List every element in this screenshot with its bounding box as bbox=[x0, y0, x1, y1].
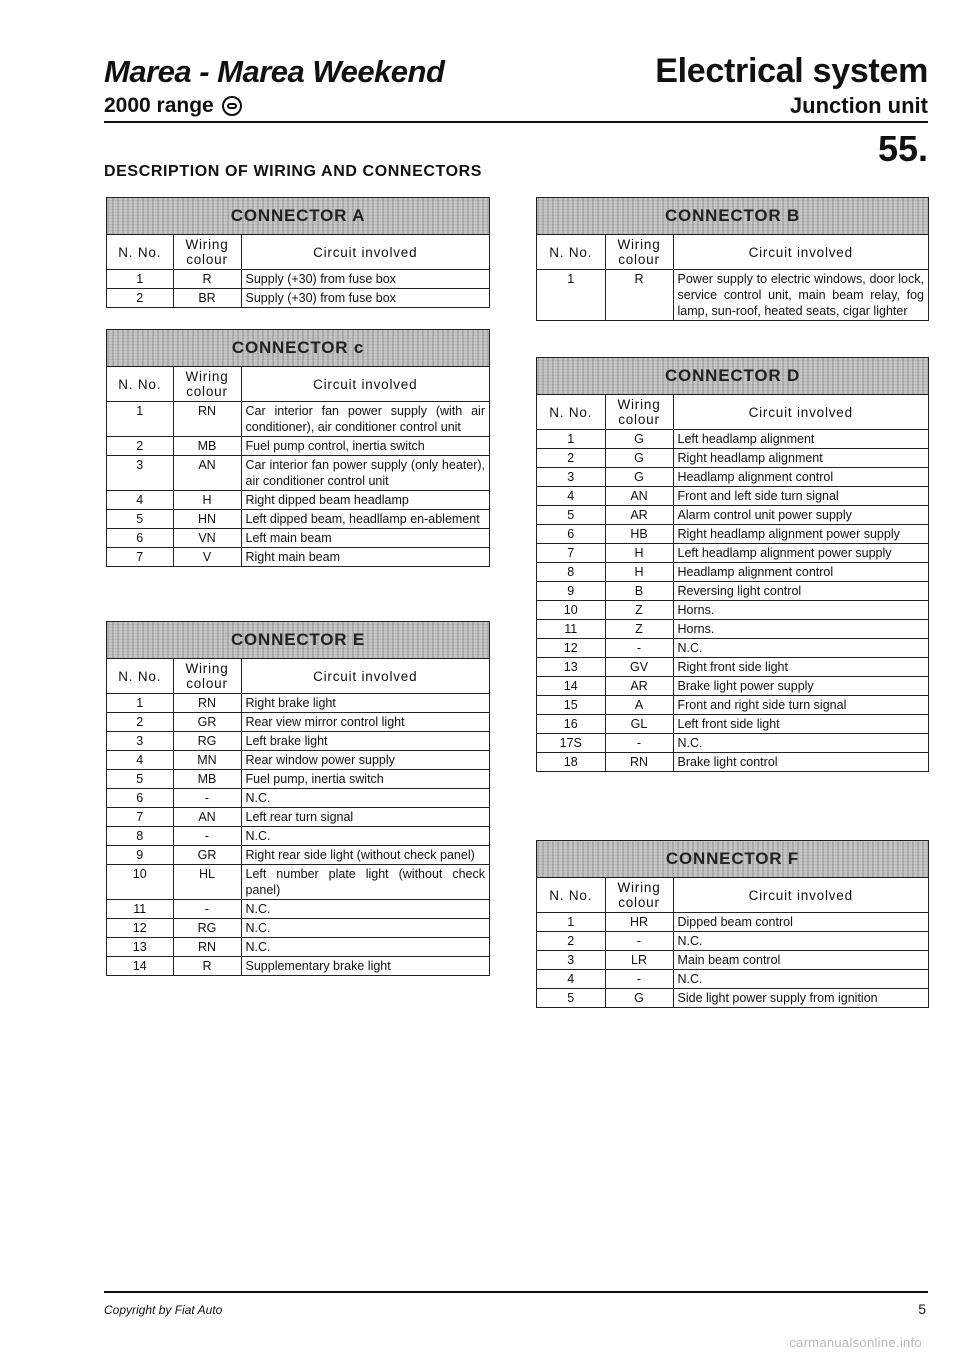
circuit-description: Front and left side turn signal bbox=[673, 487, 928, 506]
circuit-description: Left dipped beam, headllamp en-ablement bbox=[241, 510, 489, 529]
connector-title: CONNECTOR E bbox=[107, 622, 489, 659]
wire-colour: MB bbox=[173, 437, 241, 456]
col-header-colour: Wiring colour bbox=[173, 659, 241, 694]
car-badge-icon bbox=[222, 96, 242, 116]
circuit-description: Right main beam bbox=[245, 550, 340, 564]
circuit-description: Horns. bbox=[673, 601, 928, 620]
circuit-description: N.C. bbox=[673, 970, 928, 989]
wire-colour: GR bbox=[173, 846, 241, 865]
circuit-description: Alarm control unit power supply bbox=[673, 506, 928, 525]
table-row bbox=[537, 753, 928, 772]
connector-a-table bbox=[106, 197, 490, 308]
circuit-description: Left main beam bbox=[241, 529, 489, 548]
pin-number: 10 bbox=[537, 601, 605, 620]
wire-colour: GL bbox=[605, 715, 673, 734]
table-row bbox=[537, 970, 928, 989]
wire-colour: H bbox=[605, 563, 673, 582]
pin-number: 10 bbox=[107, 865, 173, 900]
pin-number: 12 bbox=[537, 639, 605, 658]
pin-number: 12 bbox=[107, 919, 173, 938]
wire-colour: MB bbox=[173, 770, 241, 789]
wire-colour: - bbox=[605, 932, 673, 951]
wire-colour: B bbox=[605, 582, 673, 601]
table-row bbox=[537, 506, 928, 525]
circuit-description: Fuel pump control, inertia switch bbox=[241, 437, 489, 456]
pin-number: 4 bbox=[107, 751, 173, 770]
wiring-section-title: DESCRIPTION OF WIRING AND CONNECTORS bbox=[104, 163, 483, 180]
wire-colour: AR bbox=[605, 677, 673, 696]
section-heading: Electrical system bbox=[655, 52, 928, 90]
wire-colour: R bbox=[173, 957, 241, 976]
circuit-description: Right headlamp alignment bbox=[673, 449, 928, 468]
circuit-description: N.C. bbox=[241, 900, 489, 919]
col-header-circuit: Circuit involved bbox=[673, 878, 928, 913]
connector-e-table bbox=[106, 621, 490, 976]
table-row bbox=[537, 696, 928, 715]
col-header-no: N. No. bbox=[537, 395, 605, 430]
connector-title: CONNECTOR A bbox=[107, 198, 489, 235]
table-row bbox=[107, 827, 489, 846]
wire-colour: V bbox=[173, 548, 241, 567]
circuit-description: Right dipped beam headlamp bbox=[241, 491, 489, 510]
wire-colour: - bbox=[173, 827, 241, 846]
pin-number: 3 bbox=[537, 468, 605, 487]
wire-colour: - bbox=[173, 789, 241, 808]
pin-number: 1 bbox=[537, 913, 605, 932]
model-range bbox=[104, 94, 242, 118]
table-row bbox=[107, 694, 489, 713]
pin-number: 7 bbox=[107, 548, 173, 567]
table-row bbox=[107, 789, 489, 808]
pin-number: 7 bbox=[537, 544, 605, 563]
circuit-description: Fuel pump, inertia switch bbox=[241, 770, 489, 789]
circuit-description: N.C. bbox=[241, 938, 489, 957]
col-header-colour: Wiring colour bbox=[605, 878, 673, 913]
table-row bbox=[537, 620, 928, 639]
connector-title: CONNECTOR B bbox=[537, 198, 928, 235]
wire-colour: RN bbox=[173, 938, 241, 957]
header-divider bbox=[104, 121, 928, 123]
pin-number: 3 bbox=[107, 732, 173, 751]
circuit-description: Rear window power supply bbox=[241, 751, 489, 770]
pin-number: 5 bbox=[537, 506, 605, 525]
pin-number: 2 bbox=[537, 449, 605, 468]
pin-number: 1 bbox=[107, 694, 173, 713]
wire-colour: VN bbox=[173, 529, 241, 548]
col-header-colour: Wiring colour bbox=[605, 235, 673, 270]
table-row bbox=[537, 525, 928, 544]
col-header-no: N. No. bbox=[537, 878, 605, 913]
pin-number: 8 bbox=[537, 563, 605, 582]
model-range-label: 2000 range bbox=[104, 94, 214, 117]
circuit-description: Supply (+30) from fuse box bbox=[245, 291, 396, 305]
circuit-description: Power supply to electric windows, door lock, service control unit, main beam relay, fog lamp, sun-roof, heated seats, cigar lighter bbox=[677, 272, 924, 318]
wire-colour: Z bbox=[605, 601, 673, 620]
wire-colour: HB bbox=[605, 525, 673, 544]
circuit-description: Supplementary brake light bbox=[245, 959, 391, 973]
circuit-description: Rear view mirror control light bbox=[241, 713, 489, 732]
table-row bbox=[537, 601, 928, 620]
col-header-circuit: Circuit involved bbox=[673, 235, 928, 270]
table-row bbox=[537, 677, 928, 696]
pin-number: 6 bbox=[107, 529, 173, 548]
circuit-description: N.C. bbox=[673, 932, 928, 951]
footer-divider bbox=[104, 1291, 928, 1293]
connector-c-table bbox=[106, 329, 490, 567]
pin-number: 3 bbox=[107, 456, 173, 491]
circuit-description: Left number plate light (without check panel) bbox=[241, 865, 489, 900]
circuit-description: Brake light control bbox=[677, 755, 778, 769]
wire-colour: HL bbox=[173, 865, 241, 900]
pin-number: 1 bbox=[537, 270, 605, 321]
wire-colour: - bbox=[605, 970, 673, 989]
wire-colour: AN bbox=[173, 456, 241, 491]
connector-b-table bbox=[536, 197, 929, 321]
circuit-description: Side light power supply from ignition bbox=[677, 991, 878, 1005]
table-row bbox=[107, 900, 489, 919]
table-row bbox=[107, 270, 489, 289]
watermark: carmanualsonline.info bbox=[789, 1335, 922, 1350]
connector-f-table bbox=[536, 840, 929, 1008]
pin-number: 13 bbox=[537, 658, 605, 677]
col-header-no: N. No. bbox=[107, 235, 173, 270]
wire-colour: RN bbox=[173, 694, 241, 713]
pin-number: 8 bbox=[107, 827, 173, 846]
circuit-description: Car interior fan power supply (only heater), air conditioner control unit bbox=[241, 456, 489, 491]
pin-number: 18 bbox=[537, 753, 605, 772]
pin-number: 15 bbox=[537, 696, 605, 715]
table-row bbox=[537, 487, 928, 506]
circuit-description: Main beam control bbox=[673, 951, 928, 970]
circuit-description: Left headlamp alignment bbox=[673, 430, 928, 449]
pin-number: 9 bbox=[537, 582, 605, 601]
wire-colour: Z bbox=[605, 620, 673, 639]
pin-number: 14 bbox=[107, 957, 173, 976]
table-row bbox=[537, 715, 928, 734]
circuit-description: N.C. bbox=[241, 789, 489, 808]
wire-colour: - bbox=[605, 639, 673, 658]
table-row bbox=[107, 865, 489, 900]
pin-number: 14 bbox=[537, 677, 605, 696]
table-row bbox=[107, 456, 489, 491]
circuit-description: Left front side light bbox=[673, 715, 928, 734]
circuit-description: Headlamp alignment control bbox=[673, 563, 928, 582]
circuit-description: Supply (+30) from fuse box bbox=[241, 270, 489, 289]
table-row bbox=[537, 913, 928, 932]
table-row bbox=[537, 468, 928, 487]
wire-colour: AN bbox=[173, 808, 241, 827]
circuit-description: N.C. bbox=[241, 827, 489, 846]
pin-number: 9 bbox=[107, 846, 173, 865]
circuit-description: Front and right side turn signal bbox=[673, 696, 928, 715]
circuit-description: Horns. bbox=[673, 620, 928, 639]
col-header-no: N. No. bbox=[107, 367, 173, 402]
wire-colour: - bbox=[605, 734, 673, 753]
table-row bbox=[107, 808, 489, 827]
wire-colour: LR bbox=[605, 951, 673, 970]
connector-d-table bbox=[536, 357, 929, 772]
pin-number: 3 bbox=[537, 951, 605, 970]
subsection-heading: Junction unit bbox=[789, 93, 928, 118]
pin-number: 2 bbox=[537, 932, 605, 951]
connector-title: CONNECTOR c bbox=[107, 330, 489, 367]
table-row bbox=[107, 548, 489, 567]
col-header-circuit: Circuit involved bbox=[241, 367, 489, 402]
wire-colour: R bbox=[173, 270, 241, 289]
wire-colour: RN bbox=[605, 753, 673, 772]
pin-number: 2 bbox=[107, 289, 173, 308]
pin-number: 5 bbox=[107, 770, 173, 789]
circuit-description: Left headlamp alignment power supply bbox=[673, 544, 928, 563]
wire-colour: AR bbox=[605, 506, 673, 525]
col-header-circuit: Circuit involved bbox=[241, 659, 489, 694]
pin-number: 5 bbox=[537, 989, 605, 1008]
circuit-description: Left brake light bbox=[241, 732, 489, 751]
table-row bbox=[107, 510, 489, 529]
col-header-colour: Wiring colour bbox=[173, 235, 241, 270]
col-header-circuit: Circuit involved bbox=[673, 395, 928, 430]
pin-number: 11 bbox=[537, 620, 605, 639]
table-row bbox=[107, 402, 489, 437]
wire-colour: AN bbox=[605, 487, 673, 506]
pin-number: 4 bbox=[107, 491, 173, 510]
table-row bbox=[107, 938, 489, 957]
pin-number: 17S bbox=[537, 734, 605, 753]
wire-colour: G bbox=[605, 449, 673, 468]
circuit-description: Right rear side light (without check panel) bbox=[241, 846, 489, 865]
copyright-notice: Copyright by Fiat Auto bbox=[104, 1303, 223, 1317]
wire-colour: G bbox=[605, 468, 673, 487]
table-row bbox=[537, 563, 928, 582]
table-row bbox=[107, 957, 489, 976]
table-row bbox=[537, 658, 928, 677]
pin-number: 1 bbox=[537, 430, 605, 449]
circuit-description: N.C. bbox=[673, 734, 928, 753]
wire-colour: RN bbox=[173, 402, 241, 437]
page-number: 5 bbox=[918, 1301, 926, 1317]
table-row bbox=[537, 951, 928, 970]
col-header-colour: Wiring colour bbox=[605, 395, 673, 430]
table-row bbox=[537, 449, 928, 468]
table-row bbox=[107, 751, 489, 770]
pin-number: 7 bbox=[107, 808, 173, 827]
table-row bbox=[537, 932, 928, 951]
chapter-number: 55. bbox=[877, 128, 928, 169]
wire-colour: GV bbox=[605, 658, 673, 677]
table-row bbox=[107, 770, 489, 789]
pin-number: 6 bbox=[537, 525, 605, 544]
pin-number: 13 bbox=[107, 938, 173, 957]
pin-number: 1 bbox=[107, 402, 173, 437]
pin-number: 4 bbox=[537, 970, 605, 989]
wire-colour: RG bbox=[173, 919, 241, 938]
circuit-description: N.C. bbox=[673, 639, 928, 658]
table-row bbox=[537, 639, 928, 658]
pin-number: 5 bbox=[107, 510, 173, 529]
wire-colour: MN bbox=[173, 751, 241, 770]
pin-number: 2 bbox=[107, 437, 173, 456]
table-row bbox=[107, 846, 489, 865]
wire-colour: BR bbox=[173, 289, 241, 308]
table-row bbox=[107, 529, 489, 548]
table-row bbox=[107, 491, 489, 510]
table-row bbox=[537, 270, 928, 321]
table-row bbox=[537, 544, 928, 563]
wire-colour: G bbox=[605, 430, 673, 449]
wire-colour: GR bbox=[173, 713, 241, 732]
col-header-circuit: Circuit involved bbox=[241, 235, 489, 270]
wire-colour: HR bbox=[605, 913, 673, 932]
connector-title: CONNECTOR F bbox=[537, 841, 928, 878]
pin-number: 6 bbox=[107, 789, 173, 808]
pin-number: 4 bbox=[537, 487, 605, 506]
col-header-no: N. No. bbox=[107, 659, 173, 694]
circuit-description: Reversing light control bbox=[673, 582, 928, 601]
wire-colour: RG bbox=[173, 732, 241, 751]
connector-title: CONNECTOR D bbox=[537, 358, 928, 395]
pin-number: 1 bbox=[107, 270, 173, 289]
table-row bbox=[537, 582, 928, 601]
circuit-description: Dipped beam control bbox=[673, 913, 928, 932]
table-row bbox=[537, 430, 928, 449]
table-row bbox=[107, 919, 489, 938]
wire-colour: R bbox=[605, 270, 673, 321]
table-row bbox=[537, 734, 928, 753]
circuit-description: Headlamp alignment control bbox=[673, 468, 928, 487]
col-header-no: N. No. bbox=[537, 235, 605, 270]
table-row bbox=[107, 713, 489, 732]
pin-number: 11 bbox=[107, 900, 173, 919]
col-header-colour: Wiring colour bbox=[173, 367, 241, 402]
circuit-description: Car interior fan power supply (with air conditioner), air conditioner control unit bbox=[241, 402, 489, 437]
circuit-description: N.C. bbox=[241, 919, 489, 938]
wire-colour: HN bbox=[173, 510, 241, 529]
wire-colour: A bbox=[605, 696, 673, 715]
wire-colour: H bbox=[605, 544, 673, 563]
document-title: Marea - Marea Weekend bbox=[104, 54, 445, 89]
circuit-description: Right front side light bbox=[673, 658, 928, 677]
table-row bbox=[107, 732, 489, 751]
wire-colour: G bbox=[605, 989, 673, 1008]
circuit-description: Right headlamp alignment power supply bbox=[673, 525, 928, 544]
table-row bbox=[107, 289, 489, 308]
pin-number: 2 bbox=[107, 713, 173, 732]
pin-number: 16 bbox=[537, 715, 605, 734]
circuit-description: Left rear turn signal bbox=[241, 808, 489, 827]
table-row bbox=[537, 989, 928, 1008]
wire-colour: - bbox=[173, 900, 241, 919]
wire-colour: H bbox=[173, 491, 241, 510]
circuit-description: Right brake light bbox=[241, 694, 489, 713]
table-row bbox=[107, 437, 489, 456]
circuit-description: Brake light power supply bbox=[673, 677, 928, 696]
